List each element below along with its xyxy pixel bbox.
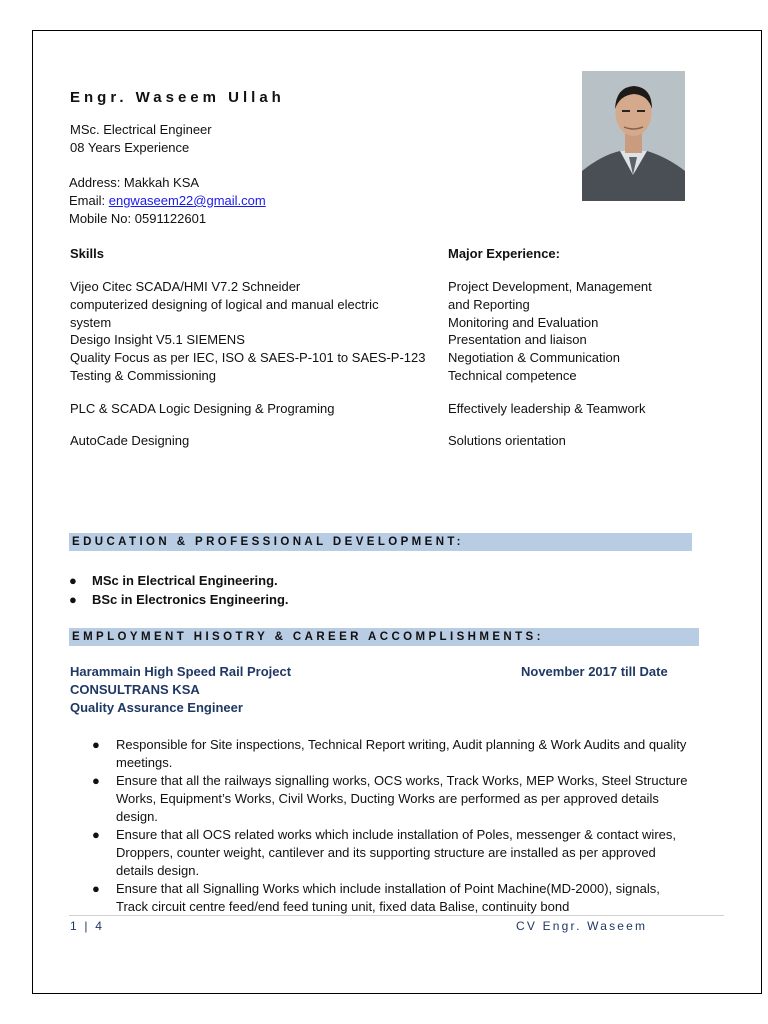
major-experience-item: Monitoring and Evaluation <box>448 315 599 330</box>
responsibilities-list <box>70 736 690 916</box>
bullet-icon: ● <box>92 881 100 896</box>
job-role: Quality Assurance Engineer <box>70 700 243 715</box>
major-experience-item: and Reporting <box>448 297 530 312</box>
footer-title: CV Engr. Waseem <box>516 919 648 933</box>
education-heading: EDUCATION & PROFESSIONAL DEVELOPMENT: <box>69 533 692 551</box>
bullet-icon: ● <box>69 592 77 607</box>
major-experience-item: Effectively leadership & Teamwork <box>448 401 646 416</box>
bullet-icon: ● <box>92 737 100 752</box>
footer-divider <box>69 915 724 916</box>
profile-photo-image <box>582 71 685 201</box>
email-link[interactable]: engwaseem22@gmail.com <box>108 193 266 208</box>
major-experience-item: Presentation and liaison <box>448 332 587 347</box>
address-text: Address: Makkah KSA <box>69 175 200 190</box>
skill-item: Vijeo Citec SCADA/HMI V7.2 Schneider <box>70 279 301 294</box>
skill-item: Testing & Commissioning <box>70 368 216 383</box>
experience-text: 08 Years Experience <box>70 140 190 155</box>
education-item-text: BSc in Electronics Engineering. <box>92 592 289 607</box>
skill-item: computerized designing of logical and manual electric <box>70 297 379 312</box>
responsibility-item <box>70 826 690 880</box>
skill-item: Quality Focus as per IEC, ISO & SAES-P-101 to SAES-P-123 <box>70 350 426 365</box>
responsibility-item <box>70 736 690 772</box>
resume-page <box>32 30 762 994</box>
responsibility-text: Ensure that all OCS related works which include installation of Poles, messenger & contact wires, Droppers, counter weight, cantilever and its supporting structure are installed as per approved details design. <box>116 827 676 878</box>
candidate-name: Engr. Waseem Ullah <box>70 89 285 106</box>
employment-heading: EMPLOYMENT HISOTRY & CAREER ACCOMPLISHMENTS: <box>69 628 699 646</box>
skills-heading: Skills <box>70 246 104 261</box>
page-number: 1 | 4 <box>70 919 105 933</box>
education-item-text: MSc in Electrical Engineering. <box>92 573 278 588</box>
skill-item: system <box>70 315 112 330</box>
bullet-icon: ● <box>69 573 77 588</box>
skill-item: PLC & SCADA Logic Designing & Programing <box>70 401 335 416</box>
responsibility-text: Ensure that all Signalling Works which include installation of Point Machine(MD-2000), signals, Track circuit centre feed/end feed tuning unit, fixed data Balise, continuity bond <box>116 881 660 914</box>
responsibility-text: Ensure that all the railways signalling works, OCS works, Track Works, MEP Works, Steel Structure Works, Equipment’s Works, Civil Works, Ducting Works are performed as per approved details design. <box>116 773 688 824</box>
email-label: Email: <box>69 193 109 208</box>
major-experience-item: Solutions orientation <box>448 433 566 448</box>
skill-item: AutoCade Designing <box>70 433 190 448</box>
bullet-icon: ● <box>92 773 100 788</box>
company-name: CONSULTRANS KSA <box>70 682 200 697</box>
major-experience-item: Negotiation & Communication <box>448 350 620 365</box>
responsibility-item <box>70 772 690 826</box>
degree-text: MSc. Electrical Engineer <box>70 122 212 137</box>
employment-date: November 2017 till Date <box>521 664 668 679</box>
bullet-icon: ● <box>92 827 100 842</box>
responsibility-text: Responsible for Site inspections, Technical Report writing, Audit planning & Work Audits and quality meetings. <box>116 737 687 770</box>
responsibility-item <box>70 880 690 916</box>
skill-item: Desigo Insight V5.1 SIEMENS <box>70 332 245 347</box>
major-experience-item: Technical competence <box>448 368 577 383</box>
profile-photo <box>582 71 685 201</box>
mobile-text: Mobile No: 0591122601 <box>69 211 207 226</box>
project-name: Harammain High Speed Rail Project <box>70 664 292 679</box>
email-row <box>69 192 266 210</box>
major-experience-heading: Major Experience: <box>448 246 560 261</box>
major-experience-item: Project Development, Management <box>448 279 652 294</box>
